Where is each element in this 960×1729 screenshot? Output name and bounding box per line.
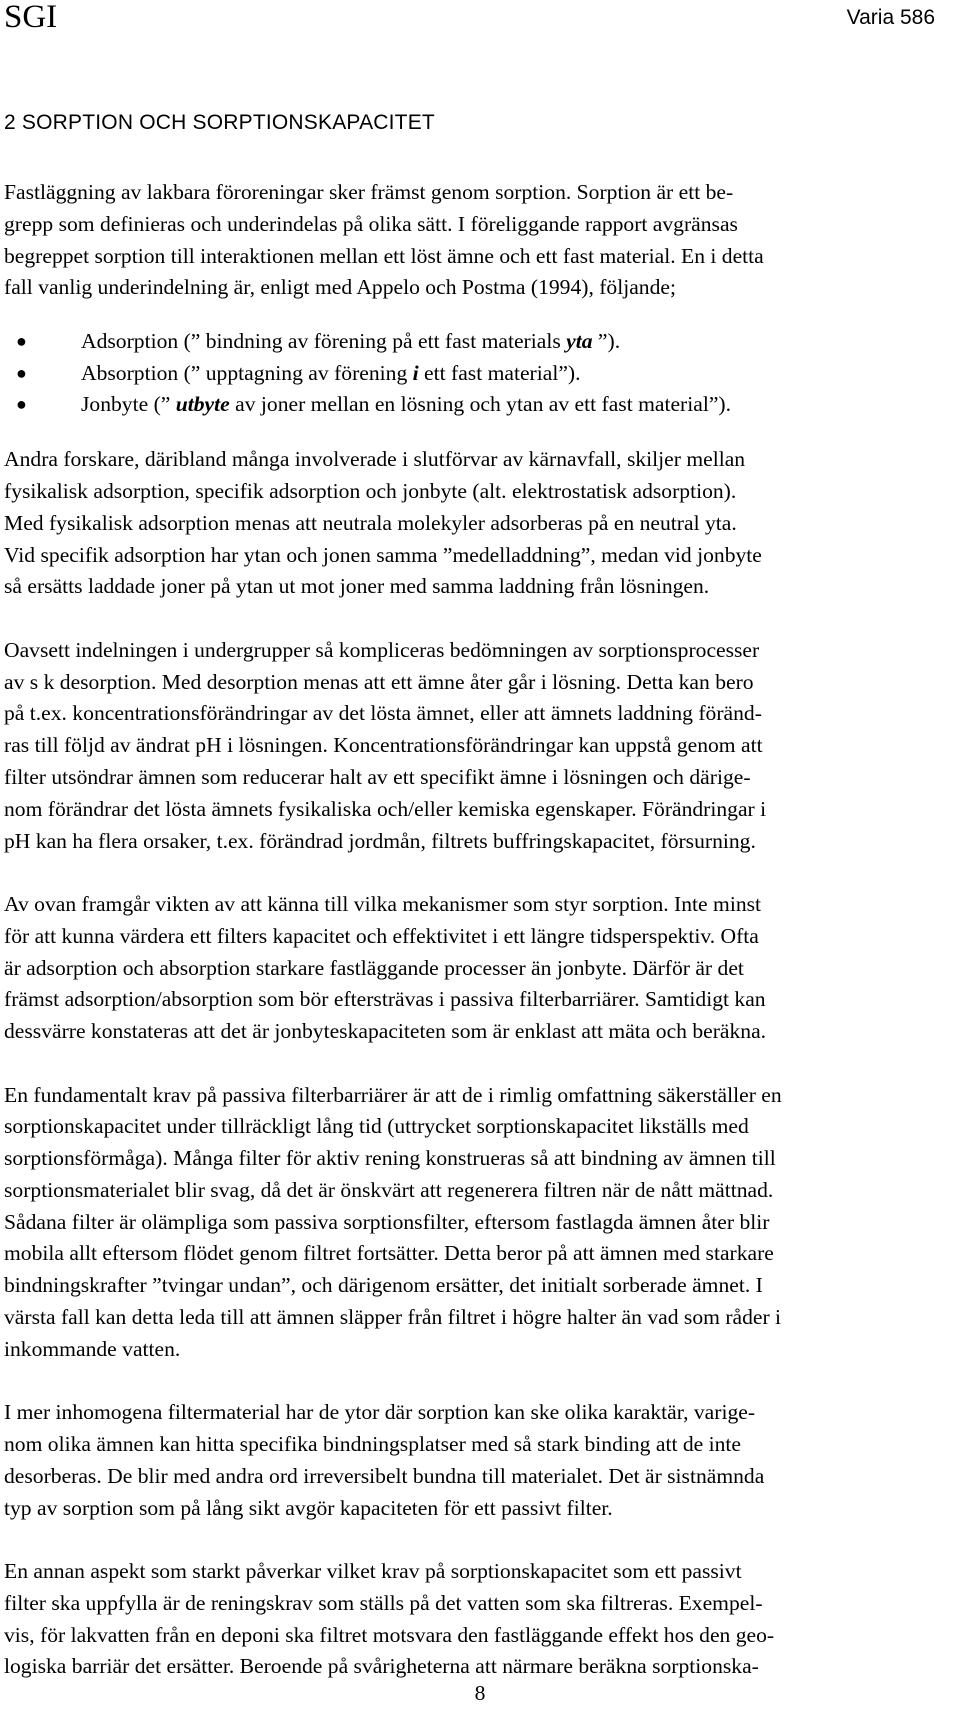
text-line: fysikalisk adsorption, specifik adsorption och jonbyte (alt. elektrostatisk adsorption). [4, 478, 737, 503]
list-item-emphasis: i [412, 360, 419, 385]
section-heading: 2 SORPTION OCH SORPTIONSKAPACITET [4, 111, 435, 134]
text-line: Oavsett indelningen i undergrupper så kompliceras bedömningen av sorptionsprocesser [4, 637, 760, 662]
paragraph-intro [4, 177, 940, 304]
text-line: sorptionsmaterialet blir svag, då det är önskvärt att regenerera filtren när de nått mättnad. [4, 1177, 774, 1202]
text-line: på t.ex. koncentrationsförändringar av det lösta ämnet, eller att ämnets laddning föränd- [4, 701, 762, 726]
list-item-text: Adsorption (” bindning av förening på ett fast materials [81, 328, 567, 353]
bullet-icon: ● [16, 362, 27, 383]
page-number: 8 [474, 1681, 486, 1705]
text-line: fall vanlig underindelning är, enligt med Appelo och Postma (1994), följande; [4, 275, 676, 300]
page-header [0, 0, 960, 40]
sgi-logo: SGI [4, 0, 58, 35]
text-line: ras till följd av ändrat pH i lösningen. Koncentrationsförändringar kan uppstå genom att [4, 733, 763, 758]
page-footer [0, 1678, 960, 1708]
paragraph-other-researchers [4, 444, 940, 603]
text-line: för att kunna värdera ett filters kapacitet och effektivitet i ett längre tidsperspektiv. Ofta [4, 923, 759, 948]
list-item-text: ”). [592, 328, 621, 353]
text-line: nom förändrar det lösta ämnets fysikaliska och/eller kemiska egenskaper. Förändringar i [4, 796, 767, 821]
document-body [4, 177, 940, 1715]
text-line: pH kan ha flera orsaker, t.ex. förändrad jordmån, filtrets buffringskapacitet, försurning. [4, 828, 756, 853]
text-line: Vid specifik adsorption har ytan och jonen samma ”medelladdning”, medan vid jonbyte [4, 542, 762, 567]
text-line: begreppet sorption till interaktionen mellan ett löst ämne och ett fast material. En i detta [4, 243, 764, 268]
list-item-text: ett fast material”). [418, 360, 581, 385]
list-item-text: av joner mellan en lösning och ytan av ett fast material”). [229, 392, 732, 417]
text-line: av s k desorption. Med desorption menas att ett ämne åter går i lösning. Detta kan bero [4, 669, 754, 694]
text-line: logiska barriär det ersätter. Beroende på svårigheterna att närmare beräkna sorptionska- [4, 1654, 759, 1679]
text-line: Av ovan framgår vikten av att känna till vilka mekanismer som styr sorption. Inte minst [4, 891, 762, 916]
list-item-absorption [4, 358, 940, 390]
paragraph-mechanisms [4, 889, 940, 1048]
list-item-jonbyte [4, 389, 940, 421]
text-line: I mer inhomogena filtermaterial har de ytor där sorption kan ske olika karaktär, varige- [4, 1400, 756, 1425]
text-line: desorberas. De blir med andra ord irreversibelt bundna till materialet. Det är sistnämnda [4, 1463, 765, 1488]
text-line: vis, för lakvatten från en deponi ska filtret motsvara den fastläggande effekt hos den geo- [4, 1622, 775, 1647]
text-line: är adsorption och absorption starkare fastläggande processer än jonbyte. Därför är det [4, 955, 744, 980]
text-line: mobila allt eftersom flödet genom filtret fortsätter. Detta beror på att ämnen med starkare [4, 1241, 774, 1266]
report-series-label: Varia 586 [846, 6, 935, 29]
bullet-icon: ● [16, 394, 27, 415]
text-line: grepp som definieras och underindelas på olika sätt. I föreliggande rapport avgränsas [4, 211, 738, 236]
text-line: sorptionskapacitet under tillräckligt lång tid (uttrycket sorptionskapacitet likställs med [4, 1114, 749, 1139]
text-line: inkommande vatten. [4, 1336, 181, 1361]
list-item-text: Jonbyte (” [81, 392, 176, 417]
list-item-text: Absorption (” upptagning av förening [81, 360, 413, 385]
text-line: typ av sorption som på lång sikt avgör kapaciteten för ett passivt filter. [4, 1495, 613, 1520]
list-item-emphasis: utbyte [175, 392, 230, 417]
text-line: värsta fall kan detta leda till att ämnen släpper från filtret i högre halter än vad som råder i [4, 1305, 782, 1330]
text-line: Sådana filter är olämpliga som passiva sorptionsfilter, eftersom fastlagda ämnen åter blir [4, 1209, 770, 1234]
paragraph-other-aspect [4, 1556, 940, 1683]
bullet-icon: ● [16, 330, 27, 351]
text-line: filter ska uppfylla är de reningskrav som ställs på det vatten som ska filtreras. Exempel- [4, 1590, 763, 1615]
text-line: främst adsorption/absorption som bör eftersträvas i passiva filterbarriärer. Samtidigt kan [4, 987, 766, 1012]
text-line: bindningskrafter ”tvingar undan”, och därigenom ersätter, det initialt sorberade ämnet. I [4, 1273, 763, 1298]
text-line: nom olika ämnen kan hitta specifika bindningsplatser med så stark binding att de inte [4, 1432, 742, 1457]
list-item-emphasis: yta [566, 328, 593, 353]
paragraph-desorption [4, 635, 940, 858]
text-line: Med fysikalisk adsorption menas att neutrala molekyler adsorberas på en neutral yta. [4, 510, 737, 535]
text-line: sorptionsförmåga). Många filter för aktiv rening konstrueras så att bindning av ämnen till [4, 1146, 776, 1171]
text-line: Fastläggning av lakbara föroreningar sker främst genom sorption. Sorption är ett be- [4, 180, 734, 204]
text-line: så ersätts laddade joner på ytan ut mot joner med samma laddning från lösningen. [4, 574, 710, 599]
sorption-types-list [4, 326, 940, 421]
text-line: filter utsöndrar ämnen som reducerar halt av ett specifikt ämne i lösningen och därige- [4, 764, 751, 789]
text-line: dessvärre konstateras att det är jonbyteskapaciteten som är enklast att mäta och beräkna. [4, 1019, 767, 1044]
list-item-adsorption [4, 326, 940, 358]
paragraph-requirements [4, 1080, 940, 1366]
text-line: En fundamentalt krav på passiva filterbarriärer är att de i rimlig omfattning säkerställer en [4, 1082, 782, 1107]
paragraph-inhomogeneous [4, 1397, 940, 1524]
text-line: Andra forskare, däribland många involverade i slutförvar av kärnavfall, skiljer mellan [4, 447, 746, 472]
text-line: En annan aspekt som starkt påverkar vilket krav på sorptionskapacitet som ett passivt [4, 1559, 742, 1584]
